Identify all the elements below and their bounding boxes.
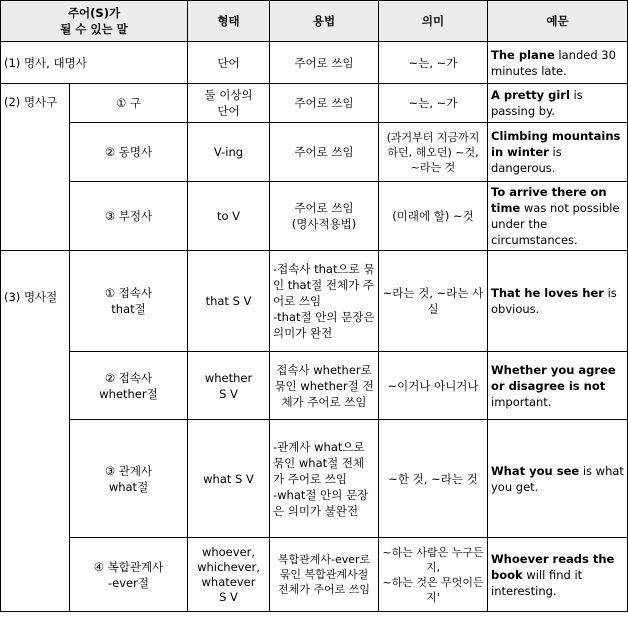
subcategory-cell: ① 접속사 that절 xyxy=(70,251,188,352)
example-cell xyxy=(488,420,628,538)
example-rest: will find it interesting. xyxy=(491,567,583,598)
header-subject: 주어(S)가 될 수 있는 말 xyxy=(1,1,188,42)
example-cell xyxy=(488,42,628,84)
header-example: 예문 xyxy=(488,1,628,42)
usage-cell: 주어로 쓰임 xyxy=(270,42,379,84)
table-row xyxy=(1,42,628,84)
example-rest: is obvious. xyxy=(491,286,617,316)
form-cell: 둘 이상의 단어 xyxy=(188,84,270,123)
example-subject: A pretty girl xyxy=(491,88,570,102)
header-row xyxy=(1,1,628,42)
table-row xyxy=(1,538,628,612)
header-form: 형태 xyxy=(188,1,270,42)
example-cell xyxy=(488,352,628,420)
example-cell xyxy=(488,538,628,612)
category-noun-pronoun: (1) 명사, 대명사 xyxy=(1,42,188,84)
example-subject: The plane xyxy=(491,47,555,62)
example-rest: important. xyxy=(491,394,552,409)
usage-cell: 복합관계사-ever로 묶인 복합관계사절 전체가 주어로 쓰임 xyxy=(270,538,379,612)
category-noun-clause: (3) 명사절 xyxy=(1,251,70,612)
usage-cell: -접속사 that으로 묶인 that절 전체가 주어로 쓰임 -that절 안의 문장은 의미가 완전 xyxy=(270,251,379,352)
example-rest: is dangerous. xyxy=(491,145,562,175)
example-subject: To arrive there on time xyxy=(491,185,607,215)
meaning-cell: ~는, ~가 xyxy=(379,84,488,123)
example-subject: Whoever reads the book xyxy=(491,551,615,582)
usage-cell: -관계사 what으로 묶인 what절 전체가 주어로 쓰임 -what절 안의 문장은 의미가 불완전 xyxy=(270,420,379,538)
example-subject: That he loves her xyxy=(491,286,604,300)
subcategory-cell: ④ 복합관계사 -ever절 xyxy=(70,538,188,612)
usage-cell: 접속사 whether로 묶인 whether절 전체가 주어로 쓰임 xyxy=(270,352,379,420)
table-row xyxy=(1,420,628,538)
meaning-cell: (과거부터 지금까지 하던, 해오던) ~것, ~라는 것 xyxy=(379,123,488,182)
subcategory-cell: ② 동명사 xyxy=(70,123,188,182)
example-subject: What you see xyxy=(491,463,580,478)
header-usage: 용법 xyxy=(270,1,379,42)
example-cell xyxy=(488,182,628,251)
example-cell xyxy=(488,251,628,352)
table-row xyxy=(1,123,628,182)
meaning-cell: ~하는 사람은 누구든지, ~하는 것은 무엇이든지' xyxy=(379,538,488,612)
header-meaning: 의미 xyxy=(379,1,488,42)
usage-cell: 주어로 쓰임 xyxy=(270,84,379,123)
form-cell: whether S V xyxy=(188,352,270,420)
form-cell: whoever, whichever, whatever S V xyxy=(188,538,270,612)
usage-cell: 주어로 쓰임 xyxy=(270,123,379,182)
meaning-cell: ~한 것, ~라는 것 xyxy=(379,420,488,538)
meaning-cell: (미래에 할) ~것 xyxy=(379,182,488,251)
usage-cell: 주어로 쓰임 (명사적용법) xyxy=(270,182,379,251)
subcategory-cell: ③ 관계사 what절 xyxy=(70,420,188,538)
category-noun-phrase: (2) 명사구 xyxy=(1,84,70,251)
form-cell: what S V xyxy=(188,420,270,538)
meaning-cell: ~라는 것, ~라는 사실 xyxy=(379,251,488,352)
form-cell: that S V xyxy=(188,251,270,352)
meaning-cell: ~이거나 아니거나 xyxy=(379,352,488,420)
table-row xyxy=(1,352,628,420)
meaning-cell: ~는, ~가 xyxy=(379,42,488,84)
form-cell: 단어 xyxy=(188,42,270,84)
subcategory-cell: ② 접속사 whether절 xyxy=(70,352,188,420)
table-row xyxy=(1,84,628,123)
example-rest: is what you get. xyxy=(491,463,624,494)
example-rest: is passing by. xyxy=(491,88,583,118)
example-rest: landed 30 minutes late. xyxy=(491,47,616,78)
table-row xyxy=(1,182,628,251)
example-cell xyxy=(488,84,628,123)
form-cell: V-ing xyxy=(188,123,270,182)
table-row xyxy=(1,251,628,352)
form-cell: to V xyxy=(188,182,270,251)
example-subject: Whether you agree or disagree is not xyxy=(491,362,616,393)
example-subject: Climbing mountains in winter xyxy=(491,129,621,159)
example-rest: was not possible under the circumstances. xyxy=(491,201,620,247)
example-cell xyxy=(488,123,628,182)
subcategory-cell: ③ 부정사 xyxy=(70,182,188,251)
subcategory-cell: ① 구 xyxy=(70,84,188,123)
